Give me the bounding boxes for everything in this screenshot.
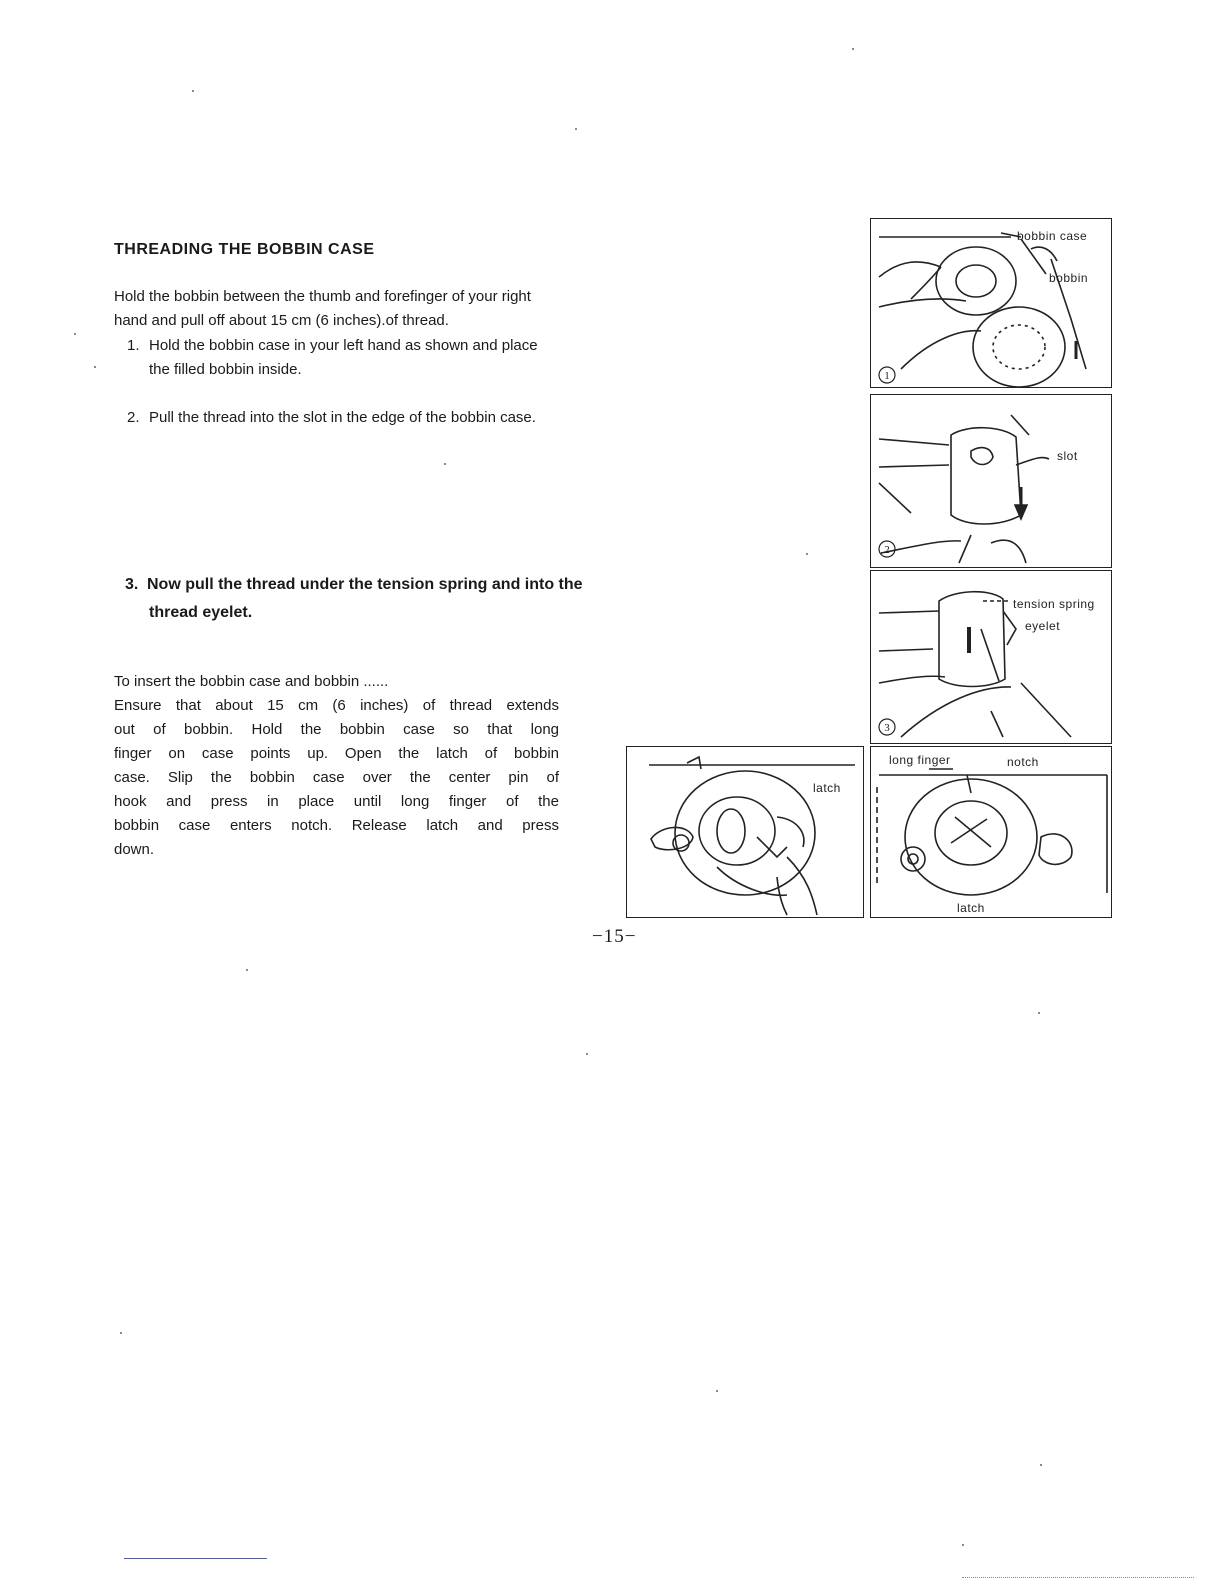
figure-number: 3	[884, 722, 890, 734]
figure-number: 2	[884, 544, 890, 556]
step-text: Pull the thread into the slot in the edge of the bobbin case.	[149, 409, 536, 426]
figure-4-open-latch	[626, 746, 864, 918]
insert-line: bobbin case enters notch. Release latch and press	[114, 817, 559, 834]
intro-paragraph	[114, 285, 659, 333]
label-notch: notch	[1007, 755, 1039, 769]
label-eyelet: eyelet	[1025, 619, 1061, 633]
insert-heading: To insert the bobbin case and bobbin ......	[114, 673, 389, 690]
figure-number: 1	[884, 370, 890, 382]
label-tension-spring: tension spring	[1013, 597, 1095, 611]
intro-line: hand and pull off about 15 cm (6 inches).of thread.	[114, 312, 449, 329]
section-title: THREADING THE BOBBIN CASE	[114, 241, 375, 258]
label-latch: latch	[813, 781, 841, 795]
step-2	[127, 406, 659, 430]
insert-instructions	[114, 670, 559, 862]
step-3	[125, 571, 665, 627]
intro-line: Hold the bobbin between the thumb and forefinger of your right	[114, 288, 531, 305]
blue-rule	[124, 1558, 267, 1559]
step-text: Hold the bobbin case in your left hand as shown and place	[149, 337, 538, 354]
label-slot: slot	[1057, 449, 1078, 463]
page-number: −15−	[592, 926, 637, 947]
insert-line: down.	[114, 841, 155, 858]
insert-line: hook and press in place until long finger of the	[114, 793, 559, 810]
step-text-continued: the filled bobbin inside.	[149, 361, 302, 378]
slot-illustration	[871, 395, 1111, 567]
figure-3-tension-spring	[870, 570, 1112, 744]
bobbin-illustration	[871, 219, 1111, 387]
insert-line: finger on case points up. Open the latch of bobbin	[114, 745, 559, 762]
step-1	[127, 334, 659, 382]
step-number: 3.	[125, 576, 139, 593]
step-text-continued: thread eyelet.	[149, 604, 253, 621]
label-latch: latch	[957, 901, 985, 915]
notch-illustration	[871, 747, 1111, 917]
latch-illustration	[627, 747, 863, 917]
step-number: 2.	[127, 409, 140, 426]
figure-1-bobbin-into-case	[870, 218, 1112, 388]
label-bobbin: bobbin	[1049, 271, 1089, 285]
label-bobbin-case: bobbin case	[1017, 229, 1088, 243]
insert-line: out of bobbin. Hold the bobbin case so that long	[114, 721, 559, 738]
label-long-finger: long finger	[889, 753, 951, 767]
insert-line: case. Slip the bobbin case over the center pin of	[114, 769, 559, 786]
step-text: Now pull the thread under the tension spring and into the	[147, 576, 583, 593]
figure-2-thread-slot	[870, 394, 1112, 568]
dotted-rule	[962, 1577, 1194, 1578]
figure-5-long-finger-notch	[870, 746, 1112, 918]
insert-line: Ensure that about 15 cm (6 inches) of thread extends	[114, 697, 559, 714]
step-number: 1.	[127, 337, 140, 354]
